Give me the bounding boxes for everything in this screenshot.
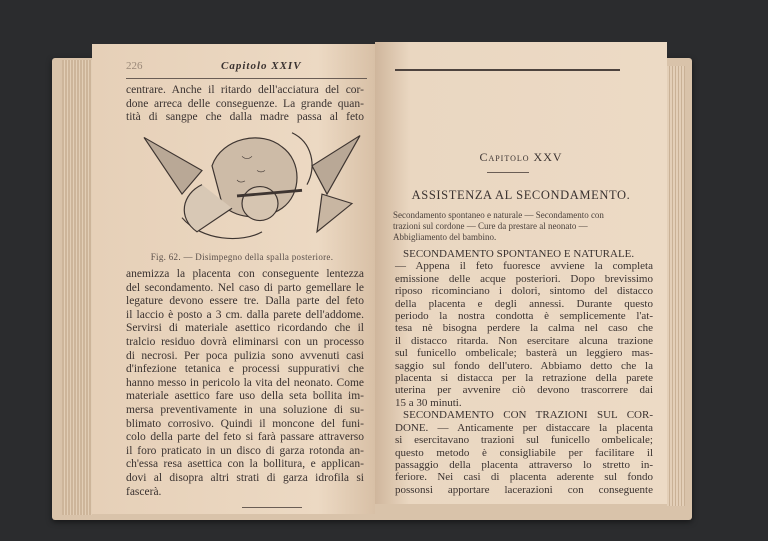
text-line: si esercitavano trazioni sul funicello ombelicale; [395,434,653,447]
summary-line: trazioni sul cordone — Cure da prestare al neonato — [393,221,588,231]
text-line: 15 a 30 minuti. [395,396,462,409]
text-line: materiale asettico fare uso della seta bollita im- [126,390,364,403]
text-line: possonsi apportare lacerazioni con conseguente [395,483,653,496]
chapter-heading: Capitolo XXV [479,150,563,164]
summary-line: Abbigliamento del bambino. [393,232,497,242]
text-line: dovi al disopra altri strati di garza idrofila si [126,471,364,484]
chapter-summary [393,210,643,243]
header-rule [126,78,367,79]
text-line: il foro praticato in un disco di garza rotonda an- [126,444,364,457]
text-line: fascerà. [126,485,162,498]
figure-caption: Fig. 62. — Disimpegno della spalla posteriore. [150,252,334,262]
text-line: colo della parte del feto si farà passare attraverso [126,431,364,444]
text-line: passaggio della placenta attraverso lo stretto in- [395,458,653,471]
left-page [92,44,375,514]
text-line: — Appena il feto fuoresce avviene la completa [395,260,653,273]
chapter-title: ASSISTENZA AL SECONDAMENTO. [411,188,631,202]
text-line: feriore. Nei casi di placenta aderente sul fondo [395,471,653,484]
text-line: uterina per avvenire ciò devono trascorrere dai [395,384,653,397]
text-line: saggio sul fondo dell'utero. Abbiamo detto che la [395,359,653,372]
text-line: placenta si distacca per la retrazione della parete [395,372,653,385]
text-line: done arreca delle conseguenze. La grande quan- [126,97,364,110]
text-line: il laccio è posto a 3 cm. dalla parete dell'addome. [126,308,364,321]
right-body-text [395,248,653,496]
text-line: tità di sangpe che dalla madre passa al feto [126,111,364,124]
text-line: periodo la nostra condotta è semplicemente l'at- [395,310,653,323]
text-line: della placenta e degli annessi. Durante questo [395,297,653,310]
text-line: riposo ricominciano i dolori, sintomo del distacco [395,285,653,298]
running-head [126,60,365,74]
text-line: mersa preventivamente in una soluzione di su- [126,403,364,416]
text-line: tralcio residuo dovrà eliminarsi con un processo [126,335,364,348]
text-line: DONE. — Anticamente per distaccare la placenta [395,421,653,434]
text-line: Servirsi di materiale asettico ricordando che il [126,322,364,335]
page-number: 226 [126,60,143,72]
right-page-edges [667,66,685,506]
text-line: tesa nè bisogna perdere la calma nel caso che [395,322,653,335]
right-page [375,42,667,504]
text-line: del secondamento. Nel caso di parto gemellare le [126,281,364,294]
text-line: legature devono essere tre. Dalla parte del feto [126,295,364,308]
left-body-text [126,268,364,499]
text-line: emissione delle acque posteriori. Dopo brevissimo [395,272,653,285]
text-line: d'infezione tetanica e processi suppurativi che [126,363,364,376]
running-head-title: Capitolo XXIV [221,60,302,72]
text-line: ch'essa resa asettica con la bollitura, e applican- [126,458,364,471]
text-line: centrare. Anche il ritardo dell'acciatura del cor- [126,84,364,96]
text-line: blimato corrosivo. Quindi il moncone del funi- [126,417,364,430]
text-line: il distacco ritarda. Non esercitare alcuna trazione [395,334,653,347]
text-line: SECONDAMENTO SPONTANEO E NATURALE. [403,248,635,260]
obstetric-illustration [142,128,362,246]
text-line: di necrosi. Per poca pulizia sono avvenuti casi [126,349,364,362]
text-line: SECONDAMENTO CON TRAZIONI SUL COR- [403,409,653,422]
header-rule [395,69,620,71]
text-line: sul funicello ombelicale; basterà un leggiero mas- [395,347,653,360]
summary-line: Secondamento spontaneo e naturale — Secondamento con [393,210,604,220]
text-line: questo metodo è consigliabile per facilitare il [395,446,653,459]
text-line: anemizza la placenta con conseguente lentezza [126,268,364,280]
left-page-edges [62,60,92,515]
left-top-text [126,84,364,125]
text-line: hanno messo in pericolo la vita del neonato. Come [126,376,364,389]
end-rule [242,507,302,508]
chapter-rule [487,172,529,173]
